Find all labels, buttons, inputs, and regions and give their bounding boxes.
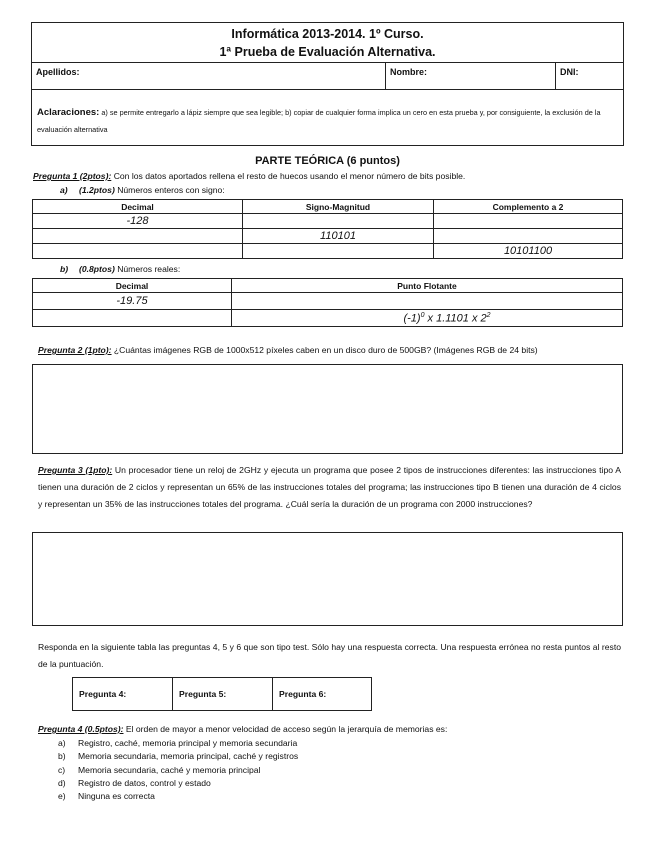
table-row: [33, 214, 623, 229]
answer-q5-cell[interactable]: Pregunta 5:: [173, 678, 273, 711]
real-header-decimal: Decimal: [33, 279, 232, 293]
real-cell[interactable]: [33, 310, 232, 327]
question-4-lead: Pregunta 4 (0.5ptos):: [38, 724, 124, 734]
question-1a-lead: (1.2ptos): [79, 185, 115, 195]
real-header-fp: Punto Flotante: [232, 279, 623, 293]
title-line-2: 1ª Prueba de Evaluación Alternativa.: [219, 45, 436, 59]
int-cell[interactable]: [33, 229, 243, 244]
int-cell[interactable]: [243, 214, 434, 229]
question-1b: [60, 264, 180, 274]
question-3-answer-box[interactable]: [32, 532, 623, 626]
apellidos-label: Apellidos:: [36, 67, 80, 77]
table-row: [33, 229, 623, 244]
exam-header: [31, 22, 624, 146]
question-3-text: Un procesador tiene un reloj de 2GHz y ejecuta un programa que posee 2 tipos de instrucciones diferentes: las instrucciones tipo A tienen una duración de 2 ciclos y representan un 65% de las instrucciones totales del programa; las instrucciones tipo B tienen una duración de 4 ciclos y representan un 35% de las instrucciones totales del programa. ¿Cuál sería la duración de un programa con 2000 instrucciones?: [38, 465, 621, 509]
table-row: [33, 293, 623, 310]
integers-table: [32, 199, 623, 259]
int-cell[interactable]: [434, 214, 623, 229]
list-item[interactable]: d) Registro de datos, control y estado: [58, 777, 211, 788]
student-info-row: [32, 62, 623, 89]
aclaraciones-text: a) se permite entregarlo a lápiz siempre que sea legible; b) copiar de cualquier forma implica un cero en esta prueba y, por consiguiente, la exclusión de la evaluación alternativa: [37, 108, 601, 134]
real-cell[interactable]: -19.75: [33, 293, 232, 310]
int-header-signo: Signo-Magnitud: [243, 200, 434, 214]
nombre-label: Nombre:: [390, 67, 428, 77]
list-item[interactable]: b) Memoria secundaria, memoria principal, caché y registros: [58, 751, 299, 762]
test-instructions: Responda en la siguiente tabla las preguntas 4, 5 y 6 que son tipo test. Sólo hay una respuesta correcta. Una respuesta errónea no resta puntos al resto de la puntuación.: [38, 642, 621, 669]
list-item[interactable]: a) Registro, caché, memoria principal y memoria secundaria: [58, 738, 298, 748]
question-3: [38, 462, 621, 512]
int-cell[interactable]: [33, 244, 243, 259]
answer-q6-cell[interactable]: Pregunta 6:: [273, 678, 372, 711]
question-1a-marker: a): [60, 185, 68, 195]
answer-q4-cell[interactable]: Pregunta 4:: [73, 678, 173, 711]
title-line-1: Informática 2013-2014. 1º Curso.: [231, 27, 424, 41]
int-cell[interactable]: -128: [33, 214, 243, 229]
list-item[interactable]: e) Ninguna es correcta: [58, 791, 155, 802]
int-cell[interactable]: 10101100: [434, 244, 623, 259]
question-1a: [60, 185, 225, 195]
question-2-answer-box[interactable]: [32, 364, 623, 454]
question-2-text: ¿Cuántas imágenes RGB de 1000x512 píxeles caben en un disco duro de 500GB? (Imágenes RGB de 24 bits): [111, 345, 538, 355]
int-cell[interactable]: [243, 244, 434, 259]
question-1b-marker: b): [60, 264, 69, 274]
dni-label: DNI:: [560, 67, 579, 77]
int-cell[interactable]: 110101: [243, 229, 434, 244]
question-4-options: [58, 737, 298, 803]
aclaraciones-label: Aclaraciones:: [37, 107, 100, 118]
int-header-c2: Complemento a 2: [434, 200, 623, 214]
int-cell[interactable]: [434, 229, 623, 244]
section-title: PARTE TEÓRICA (6 puntos): [255, 155, 400, 167]
question-4: [38, 722, 628, 736]
reals-table: [32, 278, 623, 327]
list-item[interactable]: c) Memoria secundaria, caché y memoria principal: [58, 764, 261, 775]
int-header-decimal: Decimal: [33, 200, 243, 214]
question-2: [38, 343, 628, 357]
question-4-text: El orden de mayor a menor velocidad de acceso según la jerarquía de memorias es:: [123, 724, 448, 734]
question-1-text: Con los datos aportados rellena el resto de huecos usando el menor número de bits posible.: [111, 171, 466, 181]
question-2-lead: Pregunta 2 (1pto):: [38, 345, 112, 355]
apellidos-field[interactable]: [32, 63, 385, 89]
floating-point-value[interactable]: $(-1)^0$ x 1.1101 x $2^2$: [232, 310, 623, 327]
question-1: [33, 169, 623, 183]
exam-title: [32, 23, 623, 62]
table-row: [33, 310, 623, 327]
question-1b-text: Números reales:: [114, 264, 181, 274]
table-row: [33, 244, 623, 259]
question-3-lead: Pregunta 3 (1pto):: [38, 465, 113, 475]
nombre-field[interactable]: [385, 63, 555, 89]
real-cell[interactable]: [232, 293, 623, 310]
question-1b-lead: (0.8ptos): [79, 264, 115, 274]
question-1-lead: Pregunta 1 (2ptos):: [33, 171, 112, 181]
question-1a-text: Números enteros con signo:: [114, 185, 225, 195]
answers-table: [72, 677, 372, 711]
dni-field[interactable]: [555, 63, 623, 89]
aclaraciones: [32, 89, 623, 145]
table-row: [73, 678, 372, 711]
